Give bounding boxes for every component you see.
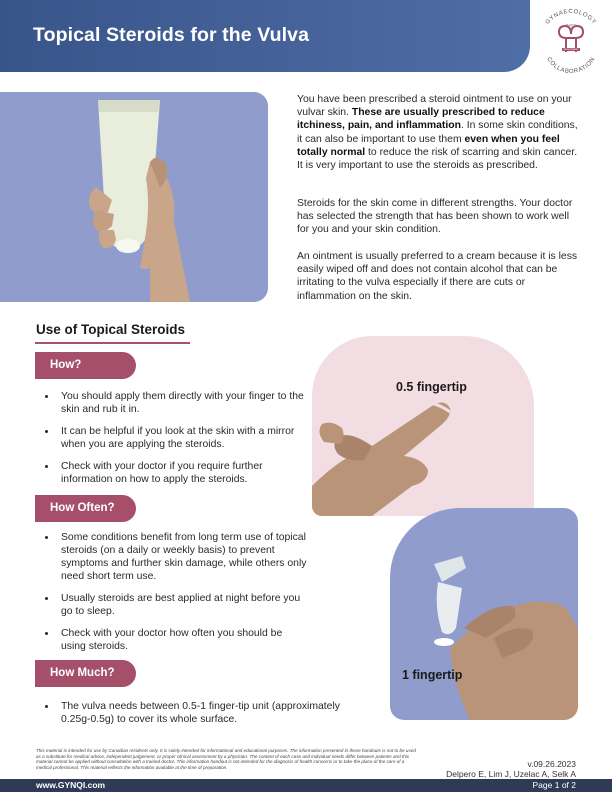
logo-text-middle: QUALITY bbox=[565, 24, 577, 27]
version-label: v.09.26.2023 bbox=[527, 759, 576, 769]
how-much-list bbox=[40, 700, 357, 735]
how-much-heading: How Much? bbox=[35, 660, 136, 687]
section-underline bbox=[35, 342, 190, 344]
logo-text-middle2: IMPROVEMENT bbox=[563, 49, 579, 52]
list-item: • The vulva needs between 0.5-1 finger-tip unit (approximately 0.25g-0.5g) to cover its whole surface. bbox=[57, 700, 357, 726]
how-often-heading: How Often? bbox=[35, 495, 136, 522]
list-item: • You should apply them directly with your finger to the skin and rub it in. bbox=[57, 390, 307, 416]
how-heading: How? bbox=[35, 352, 136, 379]
intro-paragraph-3: An ointment is usually preferred to a cream because it is less easily wiped off and does not contain alcohol that can be irritating to the vulva especially if there are cuts or inflammation on the skin. bbox=[297, 251, 578, 302]
list-item: • Check with your doctor if you require further information on how to apply the steroids. bbox=[57, 460, 307, 486]
hand-holding-tube-image bbox=[0, 92, 268, 302]
intro-paragraph-1: You have been prescribed a steroid ointment to use on your vulvar skin. These are usually prescribed to reduce itchiness, pain, and inflammation. In some skin conditions, it can also be important to use them even when you feel totally normal to reduce the risk of scarring and skin cancer. It is very important to use the steroids as prescribed. bbox=[297, 94, 578, 172]
half-fingertip-illustration bbox=[312, 336, 534, 516]
disclaimer-text: This material is intended for use by Canadian residents only. It is solely intended for informational and educational purposes. The information presented in these handouts is not to be used as a substitute for medical advice, independent judgement, or proper clinical assessment by a physician. The content of each case and individual needs differ between patients and this material cannot be applied without consultation with a trained doctor. This information handout is not intended for the diagnosis of health concerns or to take the place of the care of a medical professional. This material reflects the information available at the time of preparation. bbox=[36, 748, 416, 770]
intro-paragraph-2: Steroids for the skin come in different strengths. Your doctor has selected the strength that has been shown to work well for you and your skin condition. bbox=[297, 198, 573, 236]
one-fingertip-label: 1 fingertip bbox=[402, 668, 463, 682]
logo-text-bottom: COLLABORATION bbox=[545, 56, 597, 76]
authors-label: Delpero E, Lim J, Uzelac A, Selk A bbox=[446, 769, 576, 779]
how-often-list bbox=[40, 531, 307, 662]
list-item: • Usually steroids are best applied at night before you go to sleep. bbox=[57, 592, 307, 618]
hero-illustration bbox=[0, 92, 268, 302]
list-item: • Check with your doctor how often you should be using steroids. bbox=[57, 627, 307, 653]
page-number: Page 1 of 2 bbox=[532, 780, 576, 790]
one-fingertip-illustration bbox=[390, 508, 578, 720]
half-fingertip-image bbox=[312, 336, 534, 516]
how-list bbox=[40, 390, 307, 495]
list-item: • It can be helpful if you look at the skin with a mirror when you are applying the steroids. bbox=[57, 425, 307, 451]
one-fingertip-image bbox=[390, 508, 578, 720]
website-link[interactable]: www.GYNQI.com bbox=[36, 780, 106, 790]
page-title: Topical Steroids for the Vulva bbox=[33, 24, 310, 46]
section-title: Use of Topical Steroids bbox=[36, 322, 186, 337]
half-fingertip-label: 0.5 fingertip bbox=[396, 380, 467, 394]
gynqi-logo bbox=[532, 2, 610, 80]
logo-text-top: GYNAECOLOGY bbox=[544, 8, 598, 26]
list-item: • Some conditions benefit from long term use of topical steroids (on a daily or weekly basis) to prevent symptoms and further skin damage, while others only need short term use. bbox=[57, 531, 307, 583]
